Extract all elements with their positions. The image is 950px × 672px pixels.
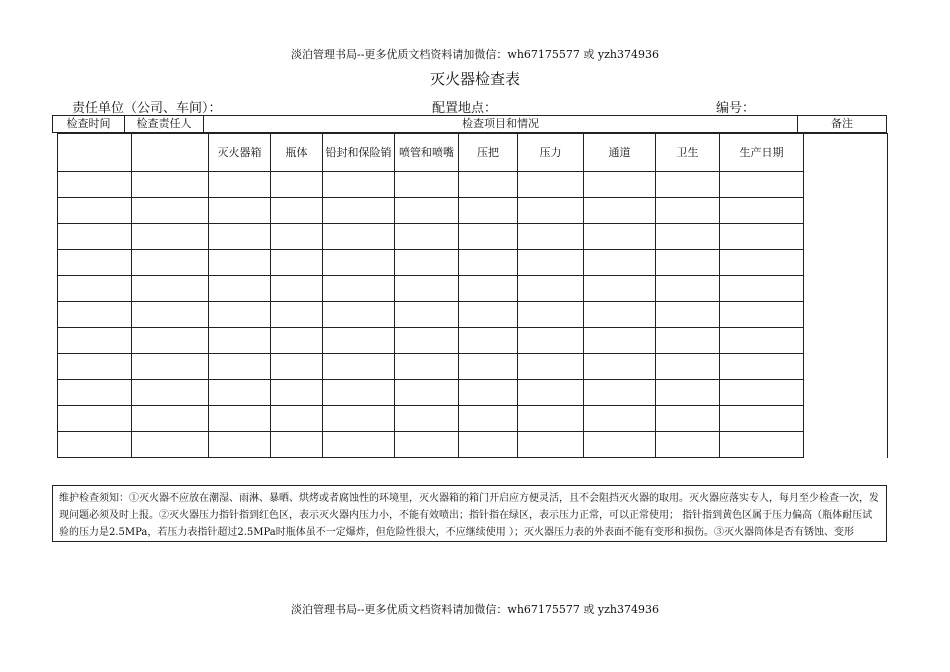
table-cell[interactable] bbox=[518, 432, 584, 458]
table-cell[interactable] bbox=[271, 328, 323, 354]
table-cell[interactable] bbox=[459, 354, 518, 380]
table-cell[interactable] bbox=[459, 380, 518, 406]
table-cell[interactable] bbox=[323, 302, 395, 328]
table-cell[interactable] bbox=[209, 302, 271, 328]
table-cell[interactable] bbox=[584, 406, 656, 432]
table-row bbox=[58, 276, 888, 302]
table-cell[interactable] bbox=[720, 406, 804, 432]
table-cell[interactable] bbox=[271, 250, 323, 276]
table-cell[interactable] bbox=[459, 198, 518, 224]
table-cell[interactable] bbox=[459, 302, 518, 328]
table-cell[interactable] bbox=[209, 276, 271, 302]
responsible-unit-label: 责任单位（公司、车间）： bbox=[72, 101, 222, 116]
table-cell[interactable] bbox=[584, 380, 656, 406]
remark-cell[interactable] bbox=[804, 250, 888, 276]
table-row bbox=[58, 380, 888, 406]
table-cell[interactable] bbox=[459, 432, 518, 458]
table-cell[interactable] bbox=[271, 302, 323, 328]
table-row bbox=[58, 224, 888, 250]
page-title: 灭火器检查表 bbox=[429, 70, 520, 88]
table-cell[interactable] bbox=[323, 172, 395, 198]
col-header-seal-pin: 铅封和保险销 bbox=[323, 134, 395, 172]
table-cell[interactable] bbox=[58, 328, 132, 354]
table-cell[interactable] bbox=[323, 354, 395, 380]
table-cell[interactable] bbox=[720, 432, 804, 458]
table-cell[interactable] bbox=[656, 172, 720, 198]
table-cell[interactable] bbox=[271, 380, 323, 406]
col-header-nozzle: 喷管和喷嘴 bbox=[395, 134, 459, 172]
column-header-row bbox=[58, 134, 888, 172]
table-cell[interactable] bbox=[656, 250, 720, 276]
table-cell[interactable] bbox=[132, 224, 209, 250]
table-cell[interactable] bbox=[323, 198, 395, 224]
table-cell[interactable] bbox=[518, 276, 584, 302]
table-cell[interactable] bbox=[584, 276, 656, 302]
table-cell[interactable] bbox=[459, 328, 518, 354]
col-header-passage: 通道 bbox=[584, 134, 656, 172]
table-cell[interactable] bbox=[395, 328, 459, 354]
table-cell[interactable] bbox=[720, 354, 804, 380]
table-cell[interactable] bbox=[656, 380, 720, 406]
remark-cell[interactable] bbox=[804, 198, 888, 224]
maintenance-notes: 维护检查须知：①灭火器不应放在潮湿、雨淋、暴晒、烘烤或者腐蚀性的环境里，灭火器箱的箱门开启应方便灵活，且不会阻挡灭火器的取用。灭火器应落实专人，每月至少检查一次，发现问题必须及时上报。②灭火器压力指针指到红色区，表示灭火器内压力小，不能有效喷出；指针指在绿区，表示压力正常，可以正常使用； 指针指到黄色区属于压力偏高（瓶体耐压试验的压力是2.5MPa，若压力表指针超过2.5MPa时瓶体虽不一定爆炸，但危险性很大，不应继续使用 ）；灭火器压力表的外表面不能有变形和损伤。③灭火器筒体是否有锈蚀、变形 bbox=[52, 485, 887, 542]
remark-cell[interactable] bbox=[804, 328, 888, 354]
table-cell[interactable] bbox=[720, 172, 804, 198]
table-cell[interactable] bbox=[395, 172, 459, 198]
table-cell[interactable] bbox=[518, 302, 584, 328]
table-cell[interactable] bbox=[584, 328, 656, 354]
table-cell[interactable] bbox=[209, 406, 271, 432]
table-cell[interactable] bbox=[323, 224, 395, 250]
table-cell[interactable] bbox=[323, 432, 395, 458]
table-cell[interactable] bbox=[271, 224, 323, 250]
table-cell[interactable] bbox=[584, 302, 656, 328]
table-cell[interactable] bbox=[720, 198, 804, 224]
table-cell[interactable] bbox=[395, 250, 459, 276]
table-cell[interactable] bbox=[518, 354, 584, 380]
table-cell[interactable] bbox=[656, 276, 720, 302]
table-cell[interactable] bbox=[656, 198, 720, 224]
table-cell[interactable] bbox=[656, 302, 720, 328]
table-cell[interactable] bbox=[58, 250, 132, 276]
table-cell[interactable] bbox=[395, 432, 459, 458]
remark-cell[interactable] bbox=[804, 354, 888, 380]
table-cell[interactable] bbox=[518, 406, 584, 432]
col-header-handle: 压把 bbox=[459, 134, 518, 172]
table-cell[interactable] bbox=[132, 198, 209, 224]
table-cell[interactable] bbox=[720, 328, 804, 354]
table-cell[interactable] bbox=[584, 354, 656, 380]
table-row bbox=[58, 198, 888, 224]
table-cell[interactable] bbox=[271, 406, 323, 432]
table-cell[interactable] bbox=[132, 432, 209, 458]
table-cell[interactable] bbox=[584, 250, 656, 276]
table-cell[interactable] bbox=[209, 432, 271, 458]
table-cell[interactable] bbox=[209, 328, 271, 354]
table-cell[interactable] bbox=[132, 276, 209, 302]
table-row bbox=[58, 250, 888, 276]
table-cell[interactable] bbox=[58, 406, 132, 432]
remark-cell[interactable] bbox=[804, 432, 888, 458]
table-cell[interactable] bbox=[656, 224, 720, 250]
top-header-bar bbox=[52, 115, 887, 133]
number-label: 编号： bbox=[716, 101, 756, 116]
table-cell[interactable] bbox=[323, 250, 395, 276]
table-cell[interactable] bbox=[518, 380, 584, 406]
table-cell[interactable] bbox=[395, 354, 459, 380]
table-cell[interactable] bbox=[132, 172, 209, 198]
table-cell[interactable] bbox=[395, 380, 459, 406]
table-cell[interactable] bbox=[518, 198, 584, 224]
table-cell[interactable] bbox=[656, 354, 720, 380]
table-cell[interactable] bbox=[132, 302, 209, 328]
check-items-header: 检查项目和情况 bbox=[203, 115, 798, 133]
table-cell[interactable] bbox=[209, 172, 271, 198]
table-cell[interactable] bbox=[58, 302, 132, 328]
table-cell[interactable] bbox=[58, 198, 132, 224]
remark-cell[interactable] bbox=[804, 380, 888, 406]
table-cell[interactable] bbox=[132, 380, 209, 406]
table-cell[interactable] bbox=[209, 354, 271, 380]
table-cell[interactable] bbox=[132, 354, 209, 380]
table-cell[interactable] bbox=[58, 380, 132, 406]
check-person-header: 检查责任人 bbox=[124, 115, 204, 133]
table-cell[interactable] bbox=[459, 406, 518, 432]
table-cell[interactable] bbox=[58, 224, 132, 250]
table-body bbox=[58, 134, 888, 458]
remark-cell[interactable] bbox=[804, 302, 888, 328]
table-cell[interactable] bbox=[132, 328, 209, 354]
table-cell[interactable] bbox=[271, 354, 323, 380]
col-header-bottle: 瓶体 bbox=[271, 134, 323, 172]
table-cell[interactable] bbox=[656, 328, 720, 354]
header-note: 淡泊管理书局--更多优质文档资料请加微信：wh67175577 或 yzh374936 bbox=[291, 48, 659, 61]
table-row bbox=[58, 302, 888, 328]
table-row bbox=[58, 328, 888, 354]
table-cell[interactable] bbox=[720, 302, 804, 328]
table-cell[interactable] bbox=[395, 406, 459, 432]
table-row bbox=[58, 354, 888, 380]
table-cell[interactable] bbox=[720, 250, 804, 276]
table-row bbox=[58, 406, 888, 432]
table-cell[interactable] bbox=[209, 380, 271, 406]
table-cell[interactable] bbox=[395, 276, 459, 302]
table-cell[interactable] bbox=[395, 198, 459, 224]
table-cell[interactable] bbox=[323, 406, 395, 432]
table-row bbox=[58, 172, 888, 198]
time-cell bbox=[58, 134, 132, 172]
table-cell[interactable] bbox=[518, 224, 584, 250]
table-cell[interactable] bbox=[584, 224, 656, 250]
col-header-pressure: 压力 bbox=[518, 134, 584, 172]
col-header-production-date: 生产日期 bbox=[720, 134, 804, 172]
table-cell[interactable] bbox=[132, 406, 209, 432]
table-cell[interactable] bbox=[58, 432, 132, 458]
remark-cell[interactable] bbox=[804, 406, 888, 432]
table-cell[interactable] bbox=[584, 432, 656, 458]
table-cell[interactable] bbox=[518, 328, 584, 354]
table-cell[interactable] bbox=[395, 224, 459, 250]
table-cell[interactable] bbox=[656, 406, 720, 432]
table-cell[interactable] bbox=[459, 250, 518, 276]
footer-note: 淡泊管理书局--更多优质文档资料请加微信：wh67175577 或 yzh374936 bbox=[291, 603, 659, 616]
table-cell[interactable] bbox=[395, 302, 459, 328]
table-cell[interactable] bbox=[323, 380, 395, 406]
remark-cell[interactable] bbox=[804, 172, 888, 198]
table-cell[interactable] bbox=[132, 250, 209, 276]
table-row bbox=[58, 432, 888, 458]
table-cell[interactable] bbox=[271, 432, 323, 458]
table-cell[interactable] bbox=[518, 250, 584, 276]
table-cell[interactable] bbox=[584, 172, 656, 198]
col-header-hygiene: 卫生 bbox=[656, 134, 720, 172]
table-cell[interactable] bbox=[459, 224, 518, 250]
person-cell bbox=[132, 134, 209, 172]
table-cell[interactable] bbox=[323, 276, 395, 302]
table-cell[interactable] bbox=[720, 276, 804, 302]
remark-cell[interactable] bbox=[804, 276, 888, 302]
remark-cell bbox=[804, 134, 888, 172]
table-cell[interactable] bbox=[271, 172, 323, 198]
table-cell[interactable] bbox=[323, 328, 395, 354]
table-cell[interactable] bbox=[656, 432, 720, 458]
table-cell[interactable] bbox=[209, 250, 271, 276]
table-cell[interactable] bbox=[58, 354, 132, 380]
table-cell[interactable] bbox=[271, 198, 323, 224]
table-cell[interactable] bbox=[58, 172, 132, 198]
table-cell[interactable] bbox=[58, 276, 132, 302]
table-cell[interactable] bbox=[720, 224, 804, 250]
table-cell[interactable] bbox=[209, 198, 271, 224]
table-cell[interactable] bbox=[209, 224, 271, 250]
remark-cell[interactable] bbox=[804, 224, 888, 250]
table-cell[interactable] bbox=[518, 172, 584, 198]
table-cell[interactable] bbox=[271, 276, 323, 302]
col-header-extinguisher-box: 灭火器箱 bbox=[209, 134, 271, 172]
table-cell[interactable] bbox=[459, 276, 518, 302]
table-cell[interactable] bbox=[584, 198, 656, 224]
remark-header: 备注 bbox=[797, 115, 887, 133]
location-label: 配置地点： bbox=[432, 101, 498, 116]
table-cell[interactable] bbox=[459, 172, 518, 198]
check-time-header: 检查时间 bbox=[52, 115, 125, 133]
inspection-table bbox=[57, 133, 888, 458]
table-cell[interactable] bbox=[720, 380, 804, 406]
